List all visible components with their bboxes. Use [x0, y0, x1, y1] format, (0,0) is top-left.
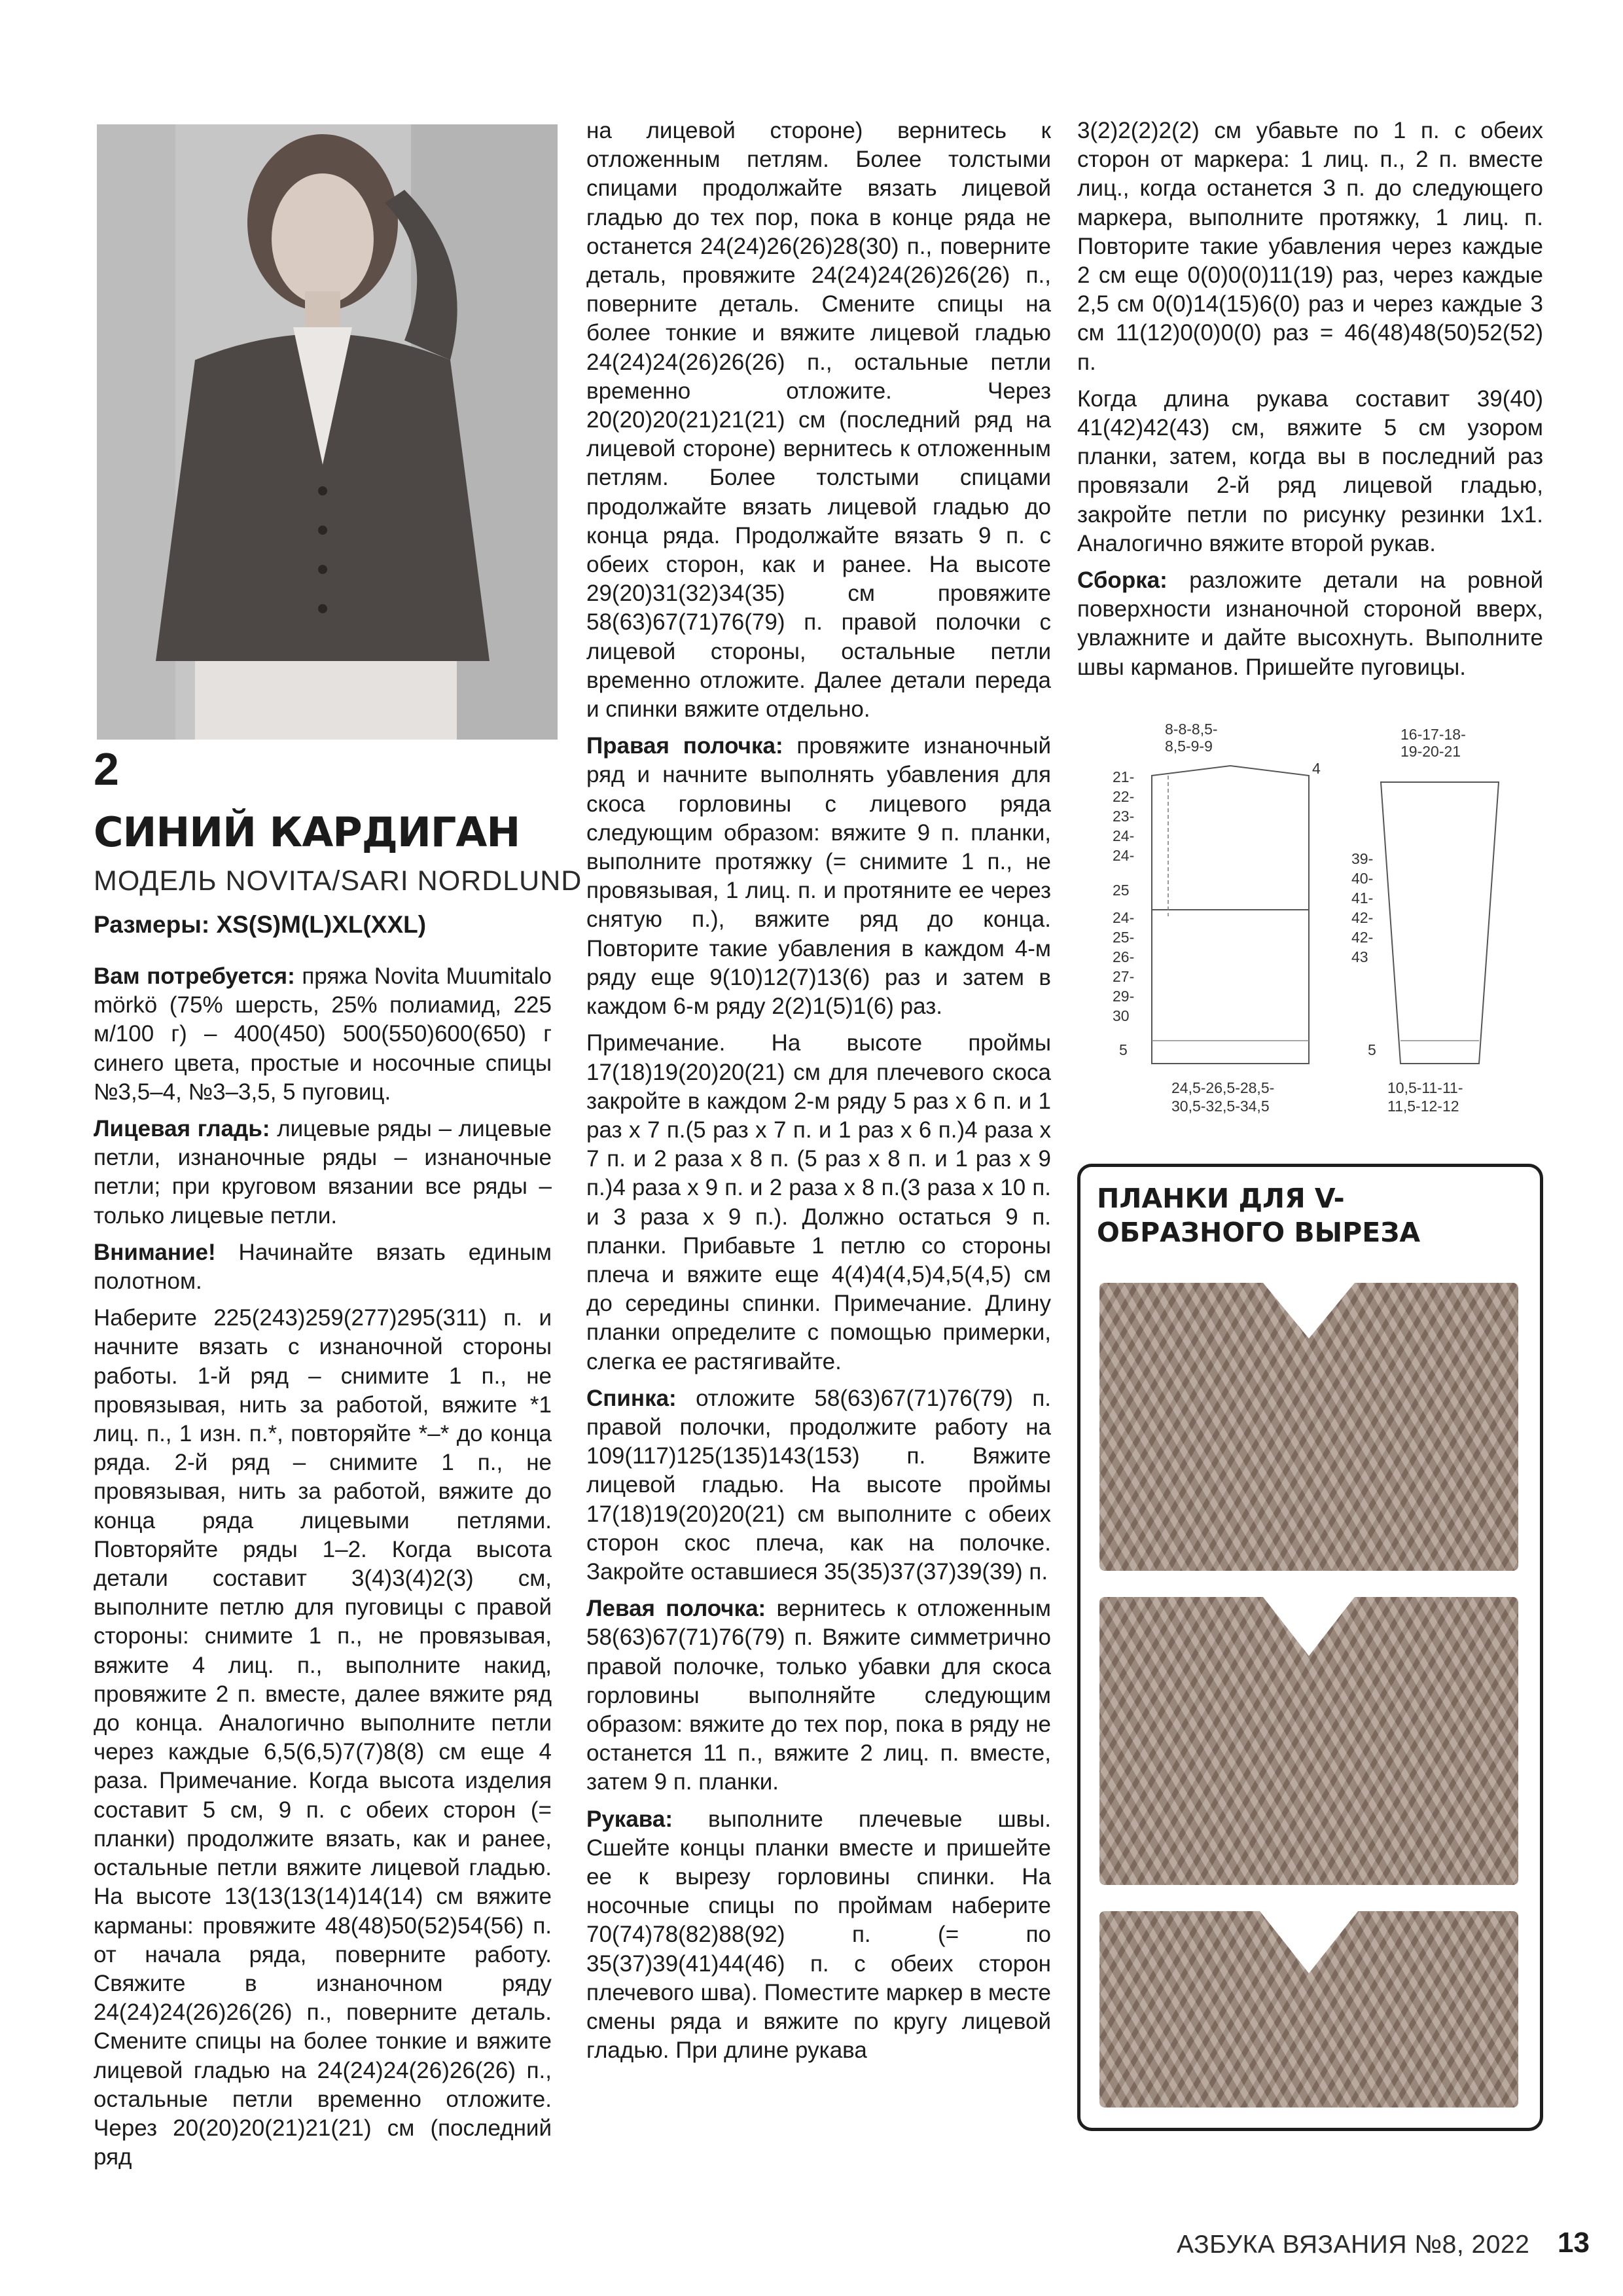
model-credit: МОДЕЛЬ NOVITA/SARI NORDLUND	[94, 865, 582, 897]
sleeve-length-label: 40-	[1351, 870, 1374, 887]
front-height-labels	[1113, 768, 1134, 1058]
column-3	[1077, 117, 1543, 690]
shoulder-label: 4	[1312, 760, 1321, 777]
v-neck-notch	[1099, 1597, 1518, 1885]
sleeves-text: выполните плечевые швы. Сшейте концы планки вместе и пришейте ее к вырезу горловины спинки. На носочные спицы по проймам наберите 70(74)78(82)88(92) п. (= по 35(37)39(41)44(46) п. с обеих сторон плечевого шва). Поместите маркер в месте смены ряда и вяжите по кругу лицевой гладью. При длине рукава	[586, 1806, 1051, 2064]
back-paragraph	[586, 1384, 1051, 1587]
attention-lead: Внимание!	[94, 1239, 216, 1265]
sizes-line: Размеры: XS(S)M(L)XL(XXL)	[94, 911, 427, 938]
front-height-label: 21-	[1113, 768, 1135, 785]
front-height-label: 25-	[1113, 929, 1135, 946]
pattern-title: СИНИЙ КАРДИГАН	[94, 808, 520, 856]
left-front-lead: Левая полочка:	[586, 1596, 766, 1622]
model-photo	[97, 124, 558, 740]
knit-swatch-2	[1099, 1597, 1518, 1885]
column-1	[94, 962, 552, 2179]
sleeve-width-label: 10,5-11-11-	[1387, 1079, 1463, 1096]
front-height-label: 26-	[1113, 948, 1135, 965]
back-text: отложите 58(63)67(71)76(79) п. правой полочки, продолжите работу на 109(117)125(135)143(153) п. Вяжите лицевой гладью. На высоте проймы 17(18)19(20)20(21) см выполните с обеих сторон скос плеча, как на полочке. Закройте оставшиеся 35(35)37(37)39(39) п.	[586, 1385, 1051, 1585]
front-height-label: 29-	[1113, 988, 1135, 1005]
front-height-label: 23-	[1113, 808, 1135, 825]
attention-paragraph	[94, 1238, 552, 1296]
sleeves-paragraph	[586, 1805, 1051, 2066]
column-2	[586, 117, 1051, 2073]
attention-text: Начинайте вязать единым полотном.	[94, 1239, 552, 1295]
sleeve-cuff-label: 5	[1368, 1041, 1376, 1058]
pattern-schematic	[1073, 720, 1544, 1139]
pockets-continuation: на лицевой стороне) вернитесь к отложенным петлям. Более толстыми спицами продолжайте вязать лицевой гладью до тех пор, пока в конце ряда не останется 24(24)26(26)28(30) п., поверните деталь, провяжите 24(24)24(26)26(26) п., поверните деталь. Смените спицы на более тонкие и вяжите лицевой гладью 24(24)24(26)26(26) п., остальные петли временно отложите. Через 20(20)20(21)21(21) см (последний ряд на лицевой стороне) вернитесь к отложенным петлям. Более толстыми спицами продолжайте вязать лицевой гладью до конца ряда. Продолжайте вязать 9 п. с обеих сторон, как и ранее. На высоте 29(20)31(32)34(35) см провяжите 58(63)67(71)76(79) п. правой полочки с лицевой стороны, остальные петли временно отложите. Далее детали переда и спинки вяжите отдельно.	[586, 118, 1051, 723]
assembly-lead: Сборка:	[1077, 567, 1168, 594]
assembly-text: разложите детали на ровной поверхности изнаночной стороной вверх, увлажните и дайте высохнуть. Выполните швы карманов. Пришейте пуговицы.	[1077, 567, 1543, 680]
right-front-text: провяжите изнаночный ряд и начните выполнять убавления для скоса горловины с лицевого ряда следующим образом: вяжите 9 п. планки, выполните протяжку (= снимите 1 п., не провязывая, 1 лиц. п. и протяните ее через снятую п.), вяжите ряд до конца. Повторите такие убавления в каждом 4-м ряду еще 9(10)12(7)13(6) раз и затем в каждом 6-м ряду 2(2)1(5)1(6) раз.	[586, 733, 1051, 1020]
assembly-paragraph	[1077, 566, 1543, 682]
v-neck-notch	[1099, 1283, 1518, 1571]
front-top-label: 8-8-8,5-	[1165, 721, 1218, 738]
sleeve-top-label: 16-17-18-	[1400, 726, 1466, 743]
left-front-paragraph	[586, 1594, 1051, 1797]
v-neck-bands-title: ПЛАНКИ ДЛЯ V-ОБРАЗНОГО ВЫРЕЗА	[1097, 1183, 1421, 1248]
sleeves-lead: Рукава:	[586, 1806, 673, 1832]
front-height-label: 24-	[1113, 827, 1135, 844]
v-neck-notch	[1099, 1911, 1518, 2108]
page-number: 13	[1558, 2227, 1590, 2259]
front-outline	[1152, 766, 1309, 1064]
sleeve-top-label-2: 19-20-21	[1400, 743, 1461, 760]
front-height-label: 27-	[1113, 968, 1135, 985]
sleeve-length-label: 42-	[1351, 929, 1374, 946]
sleeve-length-label: 42-	[1351, 909, 1374, 926]
knit-swatch-1	[1099, 1283, 1518, 1571]
front-height-label: 25	[1113, 882, 1130, 899]
sleeve-finish-paragraph: Когда длина рукава составит 39(40) 41(42)42(43) см, вяжите 5 см узором планки, затем, когда вы в последний раз провязали 2-й ряд лицевой гладью, закройте петли по рисунку резинки 1х1. Аналогично вяжите второй рукав.	[1077, 386, 1543, 556]
sleeve-decrease-paragraph: 3(2)2(2)2(2) см убавьте по 1 п. с обеих сторон от маркера: 1 лиц. п., 2 п. вместе лиц., когда останется 3 п. до следующего маркера, выполните протяжку, 1 лиц. п. Повторите такие убавления через каждые 2 см еще 0(0)0(0)11(19) раз, через каждые 2,5 см 0(0)14(15)6(0) раз и через каждые 3 см 11(12)0(0)0(0) раз = 46(48)48(50)52(52) п.	[1077, 118, 1543, 375]
materials-lead: Вам потребуется:	[94, 963, 295, 989]
front-height-label: 24-	[1113, 909, 1135, 926]
front-top-label-2: 8,5-9-9	[1165, 738, 1213, 755]
magazine-footer: АЗБУКА ВЯЗАНИЯ №8, 2022	[1177, 2231, 1530, 2259]
sleeve-length-label: 39-	[1351, 850, 1374, 867]
pattern-number: 2	[94, 744, 119, 795]
front-height-label: 24-	[1113, 847, 1135, 864]
sleeve-length-labels	[1351, 850, 1373, 965]
sleeve-outline	[1381, 782, 1499, 1064]
right-front-lead: Правая полочка:	[586, 733, 783, 759]
sleeve-length-label: 41-	[1351, 889, 1374, 906]
front-height-label: 22-	[1113, 788, 1135, 805]
sleeve-length-label: 43	[1351, 948, 1368, 965]
cast-on-paragraph: Наберите 225(243)259(277)295(311) п. и начните вязать с изнаночной стороны работы. 1-й ряд – снимите 1 п., не провязывая, нить за работой, вяжите *1 лиц. п., 1 изн. п.*, повторяйте *–* до конца ряда. 2-й ряд – снимите 1 п., не провязывая, нить за работой, вяжите до конца ряда лицевыми петлями. Повторяйте ряды 1–2. Когда высота детали составит 3(4)3(4)2(3) см, выполните петлю для пуговицы с правой стороны: снимите 1 п., не провязывая, вяжите 4 лиц. п., выполните накид, провяжите 2 п. вместе, далее вяжите ряд до конца. Аналогично выполните петли через каждые 6,5(6,5)7(7)8(8) см еще 4 раза. Примечание. Когда высота изделия составит 5 см, 9 п. с обеих сторон (= планки) продолжите вязать, как и ранее, остальные петли вяжите лицевой гладью. На высоте 13(13(13(14)14(14) см вяжите карманы: провяжите 48(48)50(52)54(56) п. от начала ряда, поверните работу. Свяжите в изнаночном ряду 24(24)24(26)26(26) п., поверните деталь. Смените спицы на более тонкие и вяжите лицевой гладью на 24(24)24(26)26(26) п., остальные петли временно отложите. Через 20(20)20(21)21(21) см (последний ряд	[94, 1305, 552, 2170]
right-front-paragraph	[586, 732, 1051, 1021]
sleeve-width-label-2: 11,5-12-12	[1387, 1098, 1459, 1115]
note-paragraph: Примечание. На высоте проймы 17(18)19(20)20(21) см для плечевого скоса закройте в каждом 2-м ряду 5 раз х 6 п. и 1 раз х 7 п.(5 раз х 7 п. и 1 раз х 6 п.)4 раза х 7 п. и 2 раза х 8 п. (5 раз х 8 п. и 1 раз х 9 п.)4 раза х 9 п. и 2 раза х 8 п.(3 раза х 10 п. и 3 раза х 9 п.). Должно остаться 9 п. планки. Прибавьте 1 петлю со стороны плеча и вяжите еще 4(4)4(4,5)4,5(4,5) см до середины спинки. Примечание. Длину планки определите с помощью примерки, слегка ее растягивайте.	[586, 1030, 1051, 1374]
front-width-label-2: 30,5-32,5-34,5	[1171, 1098, 1270, 1115]
materials-text: пряжа Novita Muumitalo mörkö (75% шерсть, 25% полиамид, 225 м/100 г) – 400(450) 500(550)600(650) г синего цвета, простые и носочные спицы №3,5–4, №3–3,5, 5 пуговиц.	[94, 963, 552, 1105]
front-height-label: 5	[1119, 1041, 1128, 1058]
front-width-label: 24,5-26,5-28,5-	[1171, 1079, 1275, 1096]
left-front-text: вернитесь к отложенным 58(63)67(71)76(79) п. Вяжите симметрично правой полочке, только убавки для скоса горловины выполняйте следующим образом: вяжите до тех пор, пока в ряду не останется 11 п., вяжите 2 лиц. п. вместе, затем 9 п. планки.	[586, 1596, 1051, 1795]
materials-paragraph	[94, 962, 552, 1107]
stockinette-paragraph	[94, 1115, 552, 1230]
stockinette-lead: Лицевая гладь:	[94, 1116, 270, 1142]
stockinette-text: лицевые ряды – лицевые петли, изнаночные ряды – изнаночные петли; при круговом вязании все ряды – только лицевые петли.	[94, 1116, 552, 1229]
cardigan-model-illustration	[97, 124, 558, 740]
front-height-label: 30	[1113, 1007, 1130, 1024]
knit-swatch-3	[1099, 1911, 1518, 2108]
back-lead: Спинка:	[586, 1385, 677, 1411]
